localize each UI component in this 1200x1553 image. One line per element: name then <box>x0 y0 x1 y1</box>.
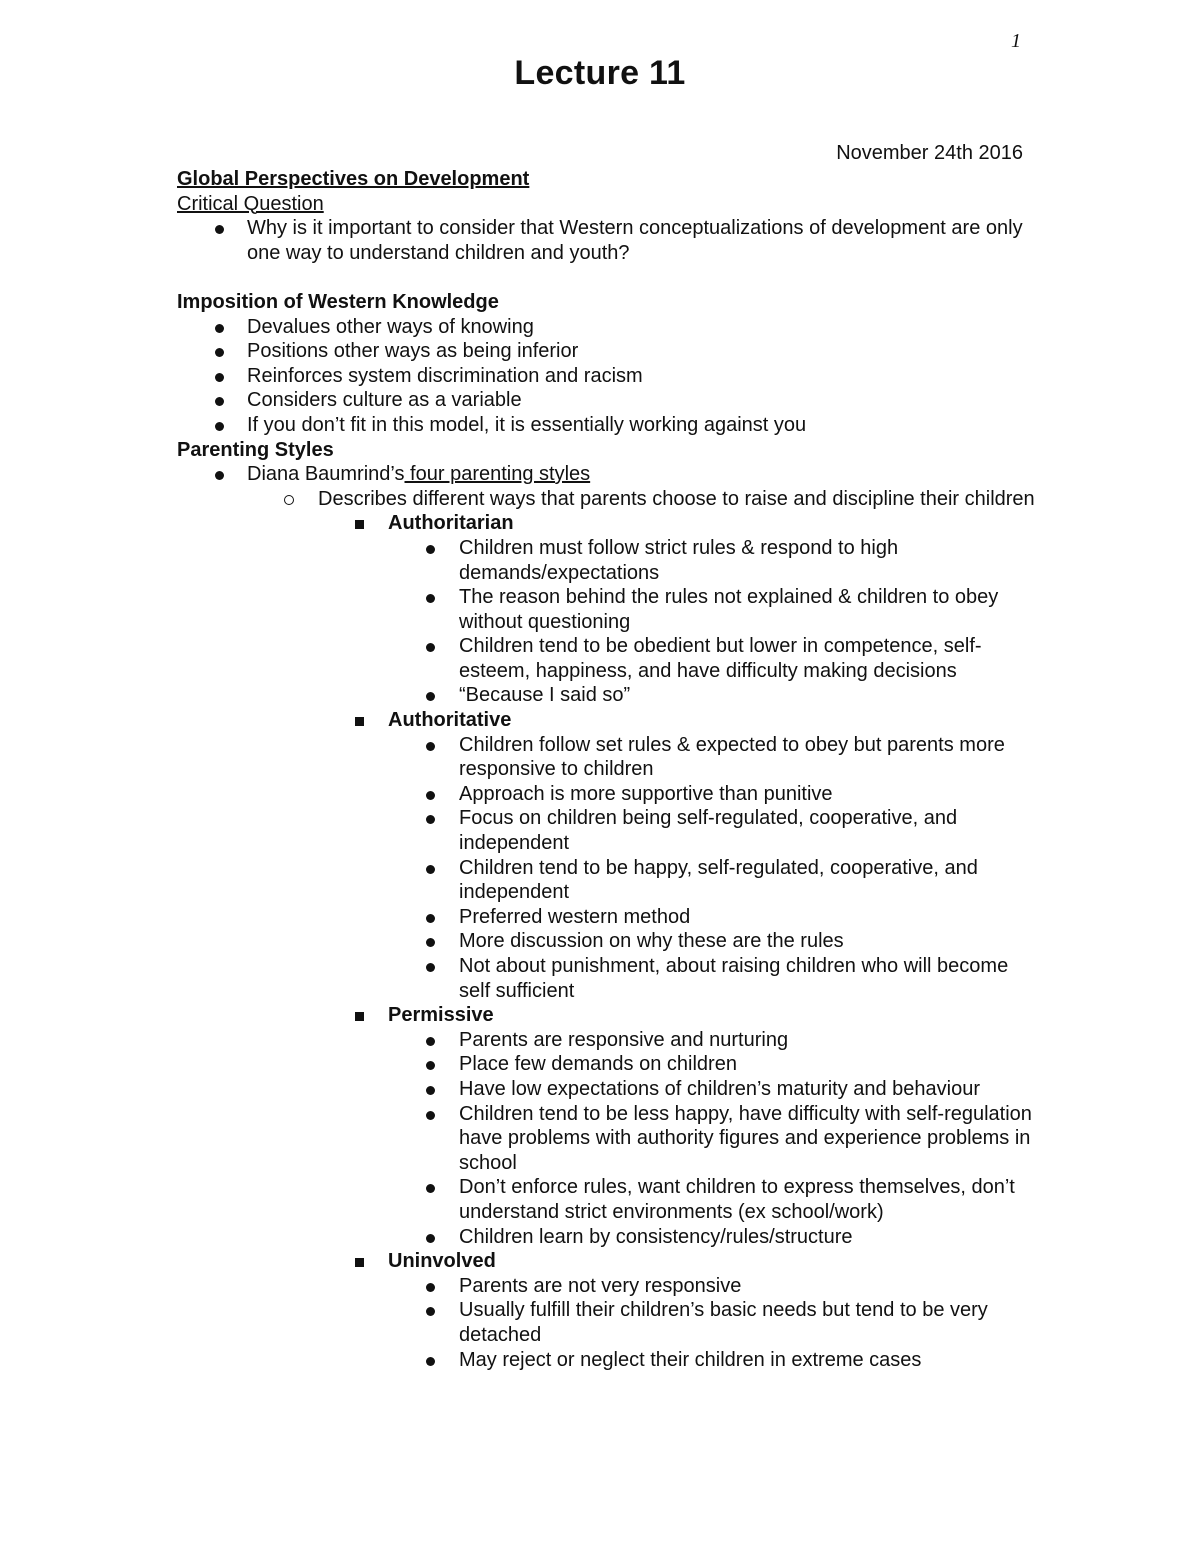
list-item-text: “Because I said so” <box>459 684 631 707</box>
circle-bullet-icon <box>279 487 299 512</box>
bullet-icon <box>420 1225 440 1250</box>
bullet-icon <box>420 905 440 930</box>
list-item <box>177 905 1037 930</box>
list-item <box>177 1274 1037 1299</box>
list-item-text: Children learn by consistency/rules/structure <box>459 1225 853 1248</box>
bullet-icon <box>420 585 440 610</box>
style-name: Authoritarian <box>388 512 514 535</box>
square-bullet-icon <box>349 1003 369 1028</box>
style-points <box>177 1028 1037 1249</box>
style-name: Authoritative <box>388 709 512 732</box>
bullet-icon <box>420 856 440 881</box>
bullet-icon <box>420 1274 440 1299</box>
list-item-text: Have low expectations of children’s maturity and behaviour <box>459 1077 981 1100</box>
bullet-icon <box>420 929 440 954</box>
list-item <box>177 388 1037 413</box>
square-bullet-icon <box>349 511 369 536</box>
bullet-icon <box>420 536 440 561</box>
list-item-text: Devalues other ways of knowing <box>247 315 534 338</box>
bullet-icon <box>209 315 229 340</box>
list-item <box>177 1175 1037 1224</box>
bullet-icon <box>209 413 229 438</box>
document-body <box>177 167 1037 1372</box>
list-item-text: Describes different ways that parents choose to raise and discipline their children <box>318 487 1035 510</box>
bullet-icon <box>420 954 440 979</box>
list-item <box>177 315 1037 340</box>
bullet-icon <box>420 683 440 708</box>
imposition-heading: Imposition of Western Knowledge <box>177 290 499 313</box>
baumrind-text: Diana Baumrind’s <box>247 463 405 486</box>
list-item-text: Focus on children being self-regulated, cooperative, and independent <box>459 807 958 855</box>
bullet-icon <box>420 1077 440 1102</box>
style-item-authoritative <box>177 708 1037 733</box>
bullet-icon <box>209 364 229 389</box>
list-item-text: Children tend to be obedient but lower in competence, self-esteem, happiness, and have difficulty making decisions <box>459 635 982 682</box>
style-list <box>177 511 1037 536</box>
bullet-icon <box>420 1298 440 1323</box>
list-item <box>177 364 1037 389</box>
list-item <box>177 536 1037 585</box>
style-item-permissive <box>177 1003 1037 1028</box>
style-name: Permissive <box>388 1004 494 1027</box>
lecture-date: November 24th 2016 <box>836 142 1023 164</box>
list-item-text: Children tend to be happy, self-regulated, cooperative, and independent <box>459 856 978 904</box>
list-item-text: Approach is more supportive than punitive <box>459 782 833 805</box>
list-item-text: Considers culture as a variable <box>247 389 522 412</box>
bullet-icon <box>420 1348 440 1373</box>
list-item <box>177 487 1037 512</box>
list-item-text: Not about punishment, about raising children who will become self sufficient <box>459 955 1009 1002</box>
list-item <box>177 1077 1037 1102</box>
critical-question-subheading: Critical Question <box>177 192 324 215</box>
list-item <box>177 634 1037 683</box>
bullet-icon <box>420 806 440 831</box>
list-item <box>177 782 1037 807</box>
list-item-text: Place few demands on children <box>459 1053 737 1076</box>
list-item <box>177 954 1037 1003</box>
square-bullet-icon <box>349 1249 369 1274</box>
list-item-text: More discussion on why these are the rules <box>459 930 844 953</box>
list-item <box>177 856 1037 905</box>
style-list <box>177 1003 1037 1028</box>
list-item <box>177 1052 1037 1077</box>
bullet-icon <box>209 388 229 413</box>
page-number: 1 <box>1011 30 1021 52</box>
style-item-authoritarian <box>177 511 1037 536</box>
style-points <box>177 536 1037 708</box>
list-item <box>177 462 1037 487</box>
list-item-text: May reject or neglect their children in extreme cases <box>459 1348 922 1371</box>
style-list <box>177 1249 1037 1274</box>
bullet-icon <box>420 1028 440 1053</box>
bullet-icon <box>420 782 440 807</box>
list-item <box>177 413 1037 438</box>
list-item-text: Children follow set rules & expected to obey but parents more responsive to children <box>459 733 1005 781</box>
list-item <box>177 339 1037 364</box>
style-points <box>177 1274 1037 1372</box>
list-item-text: The reason behind the rules not explained & children to obey without questioning <box>459 586 999 633</box>
bullet-icon <box>209 339 229 364</box>
list-item <box>177 1298 1037 1347</box>
list-item <box>177 1348 1037 1373</box>
bullet-icon <box>420 1052 440 1077</box>
bullet-icon <box>209 216 229 241</box>
list-item <box>177 216 1037 265</box>
list-item <box>177 585 1037 634</box>
list-item-text: Don’t enforce rules, want children to express themselves, don’t understand strict environments (ex school/work) <box>459 1176 1015 1223</box>
list-item-text: Children must follow strict rules & respond to high demands/expectations <box>459 536 899 584</box>
list-item <box>177 929 1037 954</box>
list-item-text: Positions other ways as being inferior <box>247 340 579 363</box>
global-perspectives-heading: Global Perspectives on Development <box>177 168 530 190</box>
list-item-text: Parents are not very responsive <box>459 1274 742 1297</box>
list-item <box>177 806 1037 855</box>
list-item <box>177 1028 1037 1053</box>
style-list <box>177 708 1037 733</box>
style-item-uninvolved <box>177 1249 1037 1274</box>
imposition-list <box>177 315 1037 438</box>
list-item-text: Usually fulfill their children’s basic needs but tend to be very detached <box>459 1299 988 1346</box>
page-title: Lecture 11 <box>514 54 686 92</box>
list-item <box>177 1102 1037 1176</box>
bullet-icon <box>420 733 440 758</box>
bullet-icon <box>420 1102 440 1127</box>
style-points <box>177 733 1037 1004</box>
bullet-icon <box>209 462 229 487</box>
style-name: Uninvolved <box>388 1250 496 1273</box>
parenting-list <box>177 462 1037 487</box>
square-bullet-icon <box>349 708 369 733</box>
list-item <box>177 1225 1037 1250</box>
list-item-text: Parents are responsive and nurturing <box>459 1028 789 1051</box>
list-item <box>177 683 1037 708</box>
list-item-text: Children tend to be less happy, have difficulty with self-regulation have problems with authority figures and experience problems in school <box>459 1102 1032 1174</box>
list-item <box>177 733 1037 782</box>
list-item-text: Reinforces system discrimination and racism <box>247 364 643 387</box>
describes-list <box>177 487 1037 512</box>
bullet-icon <box>420 634 440 659</box>
list-item-text: Why is it important to consider that Western conceptualizations of development are only one way to understand children and youth? <box>247 217 1023 264</box>
parenting-styles-heading: Parenting Styles <box>177 438 334 461</box>
list-item-text: If you don’t fit in this model, it is essentially working against you <box>247 413 807 436</box>
four-parenting-styles-link: four parenting styles <box>404 463 591 486</box>
critical-question-list <box>177 216 1037 265</box>
bullet-icon <box>420 1175 440 1200</box>
list-item-text: Preferred western method <box>459 905 691 928</box>
